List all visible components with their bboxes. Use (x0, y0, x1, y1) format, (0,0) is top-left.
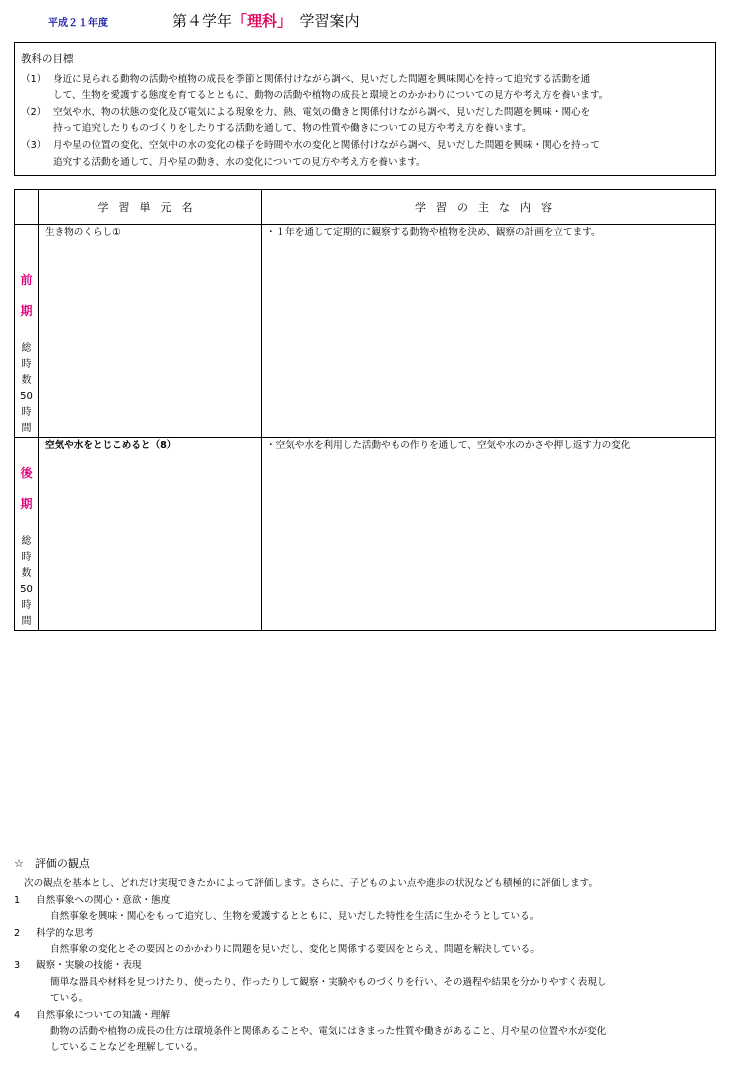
table-header-row (15, 190, 716, 225)
evaluation-heading: ☆ 評価の観点 (14, 857, 90, 870)
evaluation-item (14, 926, 729, 959)
semester-hours-char: 間 (21, 616, 32, 627)
evaluation-title-text: 自然事象への関心・意欲・態度 (36, 894, 171, 906)
evaluation-desc-line: していることなどを理解している。 (50, 1042, 204, 1054)
goals-heading: 教科の目標 (21, 53, 74, 65)
evaluation-item-title (14, 926, 729, 942)
second-semester-row (15, 438, 716, 631)
goal-text-line: 身近に見られる動物の活動や植物の成長を季節と関係付けながら調べ、見いだした問題を興味関心を持って追究する活動を通 (53, 73, 591, 85)
semester-char: 後 (20, 466, 33, 480)
goal-text-line: 月や星の位置の変化、空気中の水の変化の様子を時間や水の変化と関係付けながら調べ、見いだした問題を興味・関心を持って (53, 139, 600, 151)
evaluation-desc-line: 自然事象の変化とその要因とのかかわりに問題を見いだし、変化と関係する要因をとらえ、問題を解決している。 (50, 944, 540, 956)
evaluation-item (14, 958, 729, 1007)
subject-goals-box (14, 42, 716, 176)
first-semester-units (39, 225, 262, 438)
goal-text-line: 持って追究したりものづくりをしたりする活動を通して、物の性質や働きについての見方や考え方を養います。 (53, 123, 532, 135)
semester-hours-char: 総 (21, 536, 32, 547)
goals-list (21, 72, 709, 172)
evaluation-desc-line: 簡単な器具や材料を見つけたり、使ったり、作ったりして観察・実験やものづくりを行い、その過程や結果を分かりやすく表現し (50, 976, 607, 988)
evaluation-intro: 次の観点を基本とし、どれだけ実現できたかによって評価します。さらに、子どものよい点や進歩の状況なども積極的に評価します。 (24, 878, 599, 890)
second-semester-label (15, 438, 39, 631)
unit-line: 空気や水をとじこめると（8） (45, 440, 177, 451)
school-year: 平成２１年度 (48, 18, 108, 29)
content-line: ・１年を通して定期的に観察する動物や植物を決め、観察の計画を立てます。 (266, 227, 601, 238)
semester-hours-char: 数 (21, 568, 32, 579)
semester-hours-char: 総 (21, 343, 32, 354)
goal-text-line: 空気や水、物の状態の変化及び電気による現象を力、熱、電気の働きと関係付けながら調べ、見いだした問題を興味・関心を (53, 106, 591, 118)
evaluation-section (14, 856, 729, 1057)
evaluation-desc-line: ている。 (50, 993, 89, 1005)
semester-hours-char: 50 (20, 584, 33, 595)
evaluation-list (14, 893, 729, 1057)
goal-text-line: 追究する活動を通して、月や星の動き、水の変化についての見方や考え方を養います。 (53, 156, 426, 168)
semester-hours-char: 時 (21, 552, 32, 563)
page-header (0, 10, 743, 32)
semester-char: 期 (20, 497, 33, 511)
page-title: 第４学年「理科」 学習案内 (172, 12, 360, 30)
evaluation-item-title (14, 958, 729, 974)
first-semester-content (262, 225, 716, 438)
header-unit-name: 学習単元名 (39, 190, 262, 225)
semester-hours-char: 時 (21, 407, 32, 418)
second-semester-content (262, 438, 716, 631)
evaluation-item (14, 893, 729, 926)
semester-hours-char: 時 (21, 600, 32, 611)
second-semester-units (39, 438, 262, 631)
corner-cell (15, 190, 39, 225)
content-line: ・空気や水を利用した活動やもの作りを通して、空気や水のかさや押し返す力の変化 (266, 440, 631, 451)
evaluation-number: 2 (14, 927, 21, 939)
goal-text-line: して、生物を愛護する態度を育てるとともに、動物の活動や植物の成長と環境とのかかわりについての見方や考え方を養います。 (53, 90, 609, 102)
first-semester-label (15, 225, 39, 438)
evaluation-number: 4 (14, 1009, 21, 1021)
curriculum-table (14, 189, 716, 631)
semester-char: 前 (20, 273, 33, 287)
semester-hours-char: 数 (21, 375, 32, 386)
first-semester-row (15, 225, 716, 438)
goal-item (21, 138, 709, 171)
semester-char: 期 (20, 304, 33, 318)
semester-hours-char: 時 (21, 359, 32, 370)
goal-number: （3） (21, 139, 47, 151)
evaluation-number: 1 (14, 894, 21, 906)
goal-item (21, 72, 709, 105)
semester-hours-char: 間 (21, 423, 32, 434)
evaluation-item-title (14, 893, 729, 909)
evaluation-title-text: 科学的な思考 (36, 927, 94, 939)
goal-number: （2） (21, 106, 47, 118)
semester-hours-char: 50 (20, 391, 33, 402)
unit-line: 生き物のくらし① (45, 227, 121, 238)
evaluation-desc-line: 動物の活動や植物の成長の仕方は環境条件と関係あることや、電気にはきまった性質や働きがあること、月や星の位置や水が変化 (50, 1026, 607, 1038)
evaluation-number: 3 (14, 960, 21, 972)
goal-item (21, 105, 709, 138)
goal-number: （1） (21, 73, 47, 85)
header-main-content: 学習の主な内容 (262, 190, 716, 225)
evaluation-item (14, 1008, 729, 1057)
evaluation-title-text: 観察・実験の技能・表現 (36, 960, 142, 972)
evaluation-item-title (14, 1008, 729, 1024)
evaluation-desc-line: 自然事象を興味・関心をもって追究し、生物を愛護するとともに、見いだした特性を生活に生かそうとしている。 (50, 911, 540, 923)
evaluation-title-text: 自然事象についての知識・理解 (36, 1009, 171, 1021)
